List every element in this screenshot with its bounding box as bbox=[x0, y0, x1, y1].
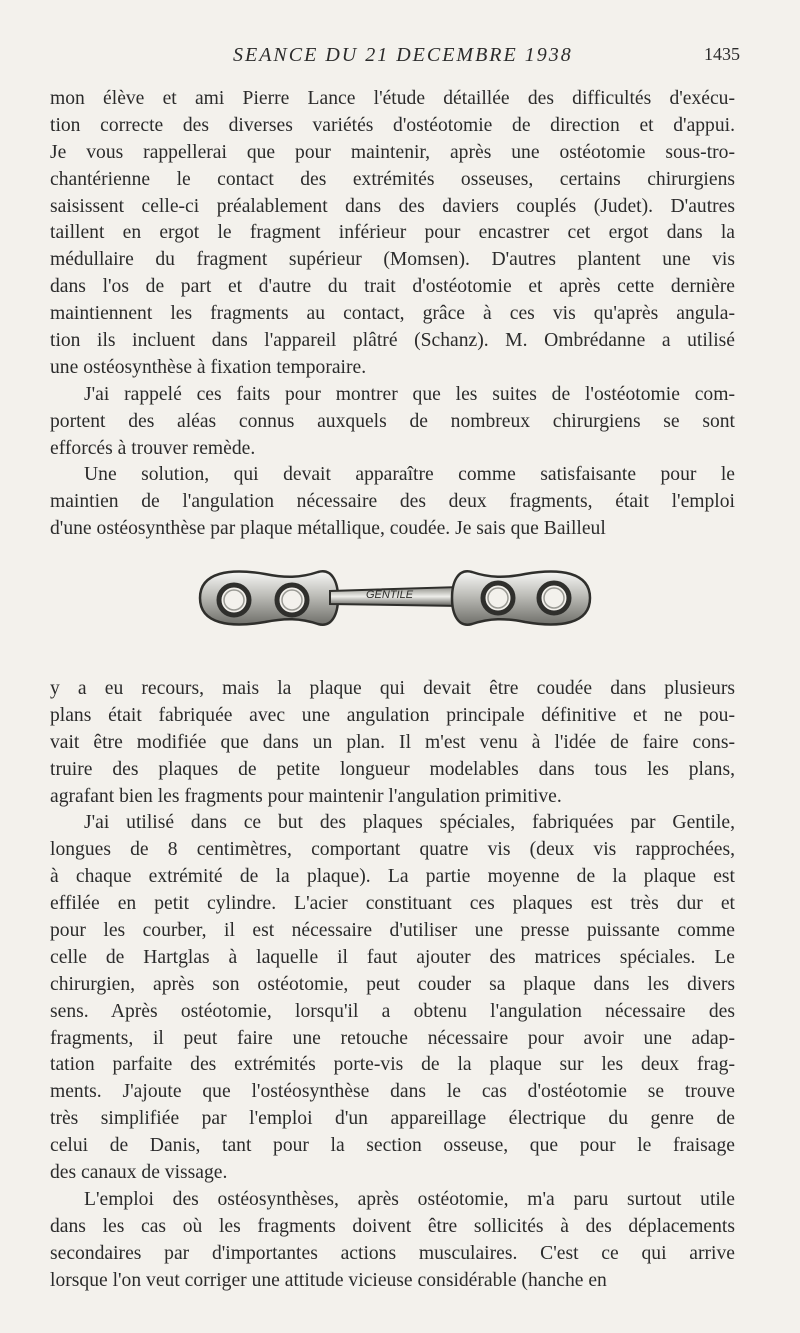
text-line: chantérienne le contact des extrémités osseuses, certains chirurgiens bbox=[50, 168, 735, 190]
text-line: y a eu recours, mais la plaque qui devait être coudée dans plusieurs bbox=[50, 678, 735, 699]
text-line: portent des aléas connus auxquels de nombreux chirurgiens se sont bbox=[50, 410, 735, 432]
text-line: ments. J'ajoute que l'ostéosynthèse dans le cas d'ostéotomie se trouve bbox=[50, 1081, 735, 1103]
text-block-bottom bbox=[50, 676, 735, 1294]
plate-engraving: GENTILE bbox=[366, 589, 414, 601]
text-line: chirurgien, après son ostéotomie, peut couder sa plaque dans les divers bbox=[50, 973, 735, 995]
text-line: secondaires par d'importantes actions musculaires. C'est ce qui arrive bbox=[50, 1242, 735, 1264]
text-line: des canaux de vissage. bbox=[50, 1162, 228, 1184]
text-line: Je vous rappellerai que pour maintenir, après une ostéotomie sous-tro- bbox=[50, 141, 735, 163]
text-line: d'une ostéosynthèse par plaque métallique, coudée. Je sais que Bailleul bbox=[50, 518, 606, 540]
text-line: celle de Hartglas à laquelle il faut ajouter des matrices spéciales. Le bbox=[50, 946, 735, 968]
paragraph bbox=[50, 462, 735, 543]
text-line: truire des plaques de petite longueur modelables dans tous les plans, bbox=[50, 758, 735, 780]
text-line: maintiennent les fragments au contact, grâce à ces vis qu'après angula- bbox=[50, 303, 735, 325]
text-line: effilée en petit cylindre. L'acier constituant ces plaques est très dur et bbox=[50, 893, 735, 915]
text-line: taillent en ergot le fragment inférieur pour encastrer cet ergot dans la bbox=[50, 222, 735, 244]
text-line: fragments, il peut faire une retouche nécessaire pour avoir une adap- bbox=[50, 1027, 735, 1049]
text-line: une ostéosynthèse à fixation temporaire. bbox=[50, 356, 367, 378]
text-line: tation parfaite des extrémités porte-vis de la plaque sur les deux frag- bbox=[50, 1054, 735, 1076]
text-line: tion ils incluent dans l'appareil plâtré (Schanz). M. Ombrédanne a utilisé bbox=[50, 330, 735, 352]
text-line: Une solution, qui devait apparaître comme satisfaisante pour le bbox=[84, 464, 735, 486]
running-title: SEANCE DU 21 DECEMBRE 1938 bbox=[233, 44, 573, 66]
text-line: sens. Après ostéotomie, lorsqu'il a obtenu l'angulation nécessaire des bbox=[50, 1000, 735, 1022]
paragraph bbox=[50, 1187, 735, 1295]
paragraph bbox=[50, 676, 735, 810]
text-line: vait être modifiée que dans un plan. Il m'est venu à l'idée de faire cons- bbox=[50, 731, 735, 753]
text-line: agrafant bien les fragments pour maintenir l'angulation primitive. bbox=[50, 785, 562, 807]
paragraph bbox=[50, 86, 735, 382]
text-line: L'emploi des ostéosynthèses, après ostéotomie, m'a paru surtout utile bbox=[84, 1188, 735, 1210]
text-line: maintien de l'angulation nécessaire des deux fragments, était l'emploi bbox=[50, 491, 735, 513]
text-line: dans les cas où les fragments doivent être sollicités à des déplacements bbox=[50, 1215, 735, 1237]
text-line: pour les courber, il est nécessaire d'utiliser une presse puissante comme bbox=[50, 920, 735, 942]
page-number: 1435 bbox=[704, 44, 740, 64]
text-line: J'ai utilisé dans ce but des plaques spéciales, fabriquées par Gentile, bbox=[84, 812, 735, 834]
text-line: efforcés à trouver remède. bbox=[50, 437, 256, 459]
bone-plate-icon bbox=[190, 562, 595, 634]
text-line: J'ai rappelé ces faits pour montrer que les suites de l'ostéotomie com- bbox=[84, 383, 735, 405]
text-line: plans était fabriquée avec une angulation principale définitive et ne pou- bbox=[50, 704, 735, 726]
bone-plate-illustration bbox=[190, 562, 595, 634]
text-block-top bbox=[50, 86, 735, 543]
text-line: longues de 8 centimètres, comportant quatre vis (deux vis rapprochées, bbox=[50, 839, 735, 861]
text-line: mon élève et ami Pierre Lance l'étude détaillée des difficultés d'exécu- bbox=[50, 88, 735, 109]
text-line: saisissent celle-ci préalablement dans des daviers couplés (Judet). D'autres bbox=[50, 195, 735, 217]
page-header bbox=[50, 44, 740, 70]
text-line: dans l'os de part et d'autre du trait d'ostéotomie et après cette dernière bbox=[50, 276, 735, 298]
paragraph bbox=[50, 810, 735, 1186]
text-line: celui de Danis, tant pour la section osseuse, que pour le fraisage bbox=[50, 1135, 735, 1157]
text-line: à chaque extrémité de la plaque). La partie moyenne de la plaque est bbox=[50, 866, 735, 888]
text-line: médullaire du fragment supérieur (Momsen). D'autres plantent une vis bbox=[50, 249, 735, 271]
text-line: très simplifiée par l'emploi d'un appareillage électrique du genre de bbox=[50, 1108, 735, 1130]
text-line: lorsque l'on veut corriger une attitude vicieuse considérable (hanche en bbox=[50, 1269, 607, 1291]
paragraph bbox=[50, 382, 735, 463]
text-line: tion correcte des diverses variétés d'ostéotomie de direction et d'appui. bbox=[50, 114, 735, 136]
